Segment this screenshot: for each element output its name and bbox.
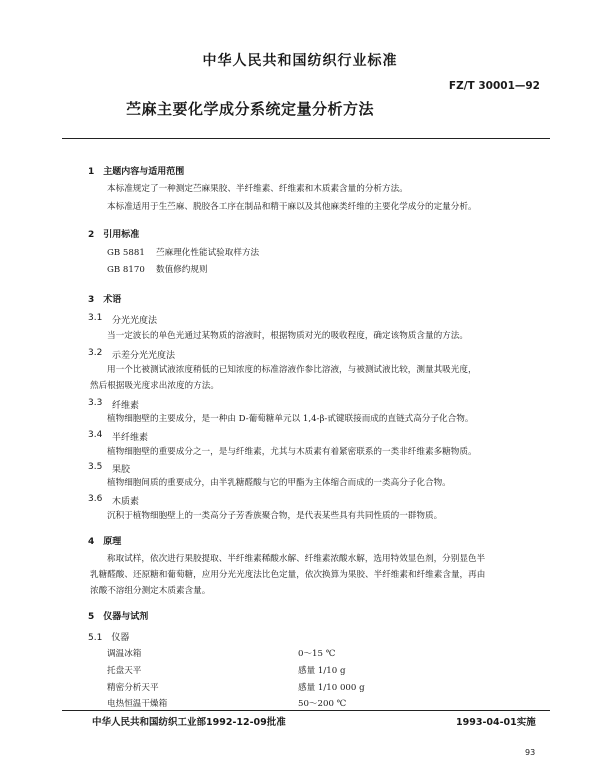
- approval-statement: 中华人民共和国纺织工业部1992-12-09批准: [92, 717, 286, 728]
- instrument-spec: 感量 1/10 g: [298, 666, 346, 676]
- instrument-name: 调温冰箱: [107, 649, 142, 659]
- term-name: 纤维素: [112, 401, 140, 411]
- instrument-name: 托盘天平: [107, 666, 142, 676]
- term-number: 3.5: [88, 462, 103, 472]
- term-number: 3.3: [88, 398, 103, 408]
- ref-code: GB 8170: [107, 265, 145, 275]
- section-1-para-2: 本标准适用于生苎麻、脱胶各工序在制品和精干麻以及其他麻类纤维的主要化学成分的定量分析。: [107, 202, 477, 212]
- term-definition: 沉积于植物细胞壁上的一类高分子芳香族聚合物，是代表某些具有共同性质的一群物质。: [107, 511, 443, 521]
- ref-title: 数值修约规则: [156, 265, 208, 275]
- term-definition: 植物细胞壁的重要成分之一，是与纤维素，尤其与木质素有着紧密联系的一类非纤维素多糖物质。: [107, 447, 477, 457]
- principle-line: 浓酸不溶组分测定木质素含量。: [90, 586, 211, 596]
- section-5-heading: 5 仪器与试剂: [88, 612, 149, 622]
- effective-date: 1993-04-01实施: [456, 717, 536, 728]
- term-name: 分光光度法: [112, 316, 158, 326]
- section-3-heading: 3 术语: [88, 295, 122, 305]
- document-title: 苎麻主要化学成分系统定量分析方法: [126, 100, 375, 118]
- standard-number: FZ/T 30001—92: [448, 80, 540, 92]
- instrument-name: 电热恒温干燥箱: [107, 699, 168, 709]
- term-definition: 当一定波长的单色光通过某物质的溶液时，根据物质对光的吸收程度，确定该物质含量的方法。: [107, 331, 468, 341]
- title-divider: [62, 138, 550, 139]
- subsection-5-1: 5.1 仪器: [88, 633, 130, 643]
- term-number: 3.4: [88, 430, 103, 440]
- ref-code: GB 5881: [107, 248, 145, 258]
- term-name: 果胶: [112, 465, 131, 475]
- instrument-spec: 50～200 ℃: [298, 699, 347, 709]
- term-definition: 然后根据吸光度求出浓度的方法。: [90, 381, 219, 391]
- issuing-body-title: 中华人民共和国纺织行业标准: [202, 53, 398, 69]
- term-definition: 用一个比被测试液浓度稍低的已知浓度的标准溶液作参比溶液，与被测试液比较，测量其吸光度，: [107, 365, 477, 375]
- term-definition: 植物细胞壁的主要成分，是一种由 D-葡萄糖单元以 1,4-β-甙键联接而成的直链式高分子化合物。: [107, 414, 474, 424]
- instrument-name: 精密分析天平: [107, 683, 159, 693]
- section-1-heading: 1 主题内容与适用范围: [88, 167, 185, 177]
- term-name: 半纤维素: [112, 433, 149, 443]
- ref-title: 苎麻理化性能试验取样方法: [156, 248, 260, 258]
- page-number: 93: [525, 748, 536, 757]
- term-name: 示差分光光度法: [112, 351, 176, 361]
- term-number: 3.6: [88, 494, 103, 504]
- instrument-spec: 感量 1/10 000 g: [298, 683, 365, 693]
- principle-line: 称取试样，依次进行果胶提取、半纤维素稀酸水解、纤维素浓酸水解，选用特效显色剂，分别显色半: [107, 554, 486, 564]
- principle-line: 乳糖醛酸、还原糖和葡萄糖，应用分光光度法比色定量，依次换算为果胶、半纤维素和纤维素含量，再由: [90, 570, 486, 580]
- term-definition: 植物细胞间质的重要成分，由半乳糖醛酸与它的甲酯为主体缩合而成的一类高分子化合物。: [107, 478, 451, 488]
- instrument-spec: 0～15 ℃: [298, 649, 336, 659]
- term-number: 3.1: [88, 313, 103, 323]
- footer-divider: [62, 710, 550, 711]
- section-4-heading: 4 原理: [88, 537, 122, 547]
- term-name: 木质素: [112, 497, 140, 507]
- section-2-heading: 2 引用标准: [88, 230, 140, 240]
- section-1-para-1: 本标准规定了一种测定苎麻果胶、半纤维素、纤维素和木质素含量的分析方法。: [107, 184, 408, 194]
- term-number: 3.2: [88, 348, 103, 358]
